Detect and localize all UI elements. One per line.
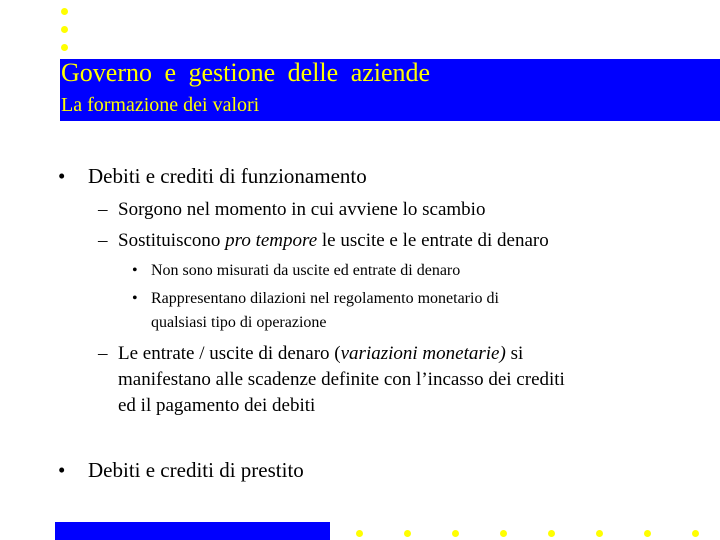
footer-bar: [55, 522, 330, 540]
sub-bullet-text-cont: ed il pagamento dei debiti: [118, 395, 316, 416]
bullet-marker: •: [58, 458, 66, 482]
small-bullet-marker: •: [132, 290, 138, 307]
dash-marker: –: [98, 343, 108, 364]
decor-dot: [452, 530, 459, 537]
small-bullet-text: Rappresentano dilazioni nel regolamento monetario di: [151, 290, 499, 307]
bullet-text: Debiti e crediti di prestito: [88, 458, 304, 482]
small-bullet-marker: •: [132, 262, 138, 279]
italic-text: pro tempore: [225, 230, 318, 251]
sub-bullet-text-cont: manifestano alle scadenze definite con l’incasso dei crediti: [118, 369, 565, 390]
small-bullet-text: Non sono misurati da uscite ed entrate di denaro: [151, 262, 461, 279]
decor-dot: [356, 530, 363, 537]
italic-text: variazioni monetarie): [340, 343, 506, 364]
decor-dot: [548, 530, 555, 537]
decor-dot: [644, 530, 651, 537]
dash-marker: –: [98, 230, 108, 251]
text-segment: Sostituiscono: [118, 230, 226, 251]
text-segment: le uscite e le entrate di denaro: [317, 230, 549, 251]
decor-dot: [404, 530, 411, 537]
text-segment: Le entrate / uscite di denaro (: [118, 343, 341, 364]
decor-dot: [500, 530, 507, 537]
sub-bullet-text: Sorgono nel momento in cui avviene lo scambio: [118, 199, 486, 220]
slide-title: Governo e gestione delle aziende: [61, 58, 431, 87]
sub-bullet-text: [118, 341, 523, 367]
decor-dot: [61, 8, 68, 15]
small-bullet-text-cont: qualsiasi tipo di operazione: [151, 314, 327, 331]
text-segment: si: [505, 343, 524, 364]
slide-subtitle: La formazione dei valori: [61, 94, 260, 116]
decor-dot: [692, 530, 699, 537]
bullet-text: Debiti e crediti di funzionamento: [88, 164, 367, 188]
sub-bullet-text: [118, 228, 549, 254]
bullet-marker: •: [58, 164, 66, 188]
decor-dot: [596, 530, 603, 537]
dash-marker: –: [98, 199, 108, 220]
decor-dot: [61, 44, 68, 51]
decor-dot: [61, 26, 68, 33]
